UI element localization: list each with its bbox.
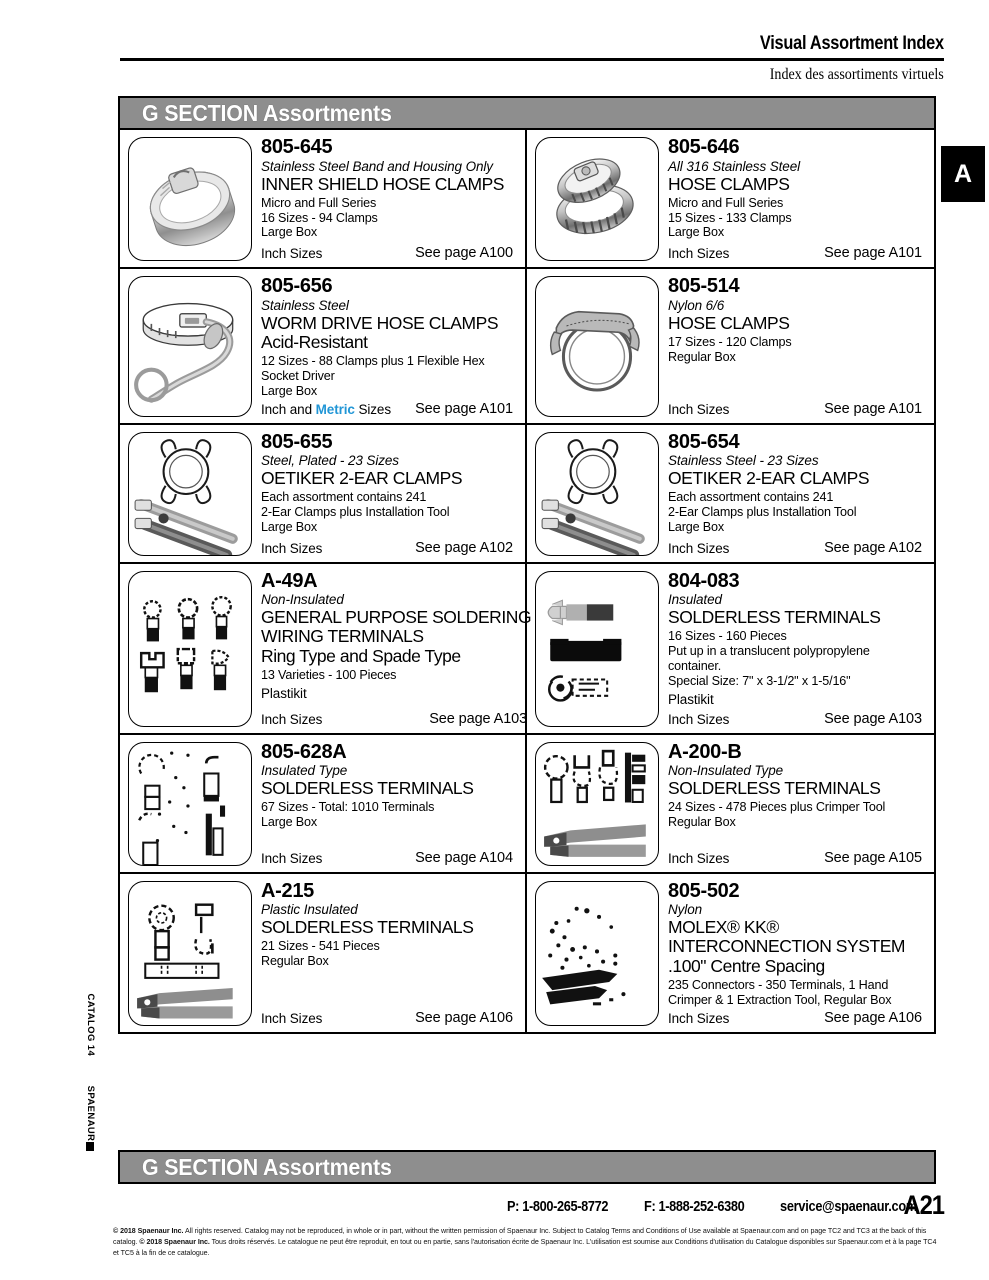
product-detail-line: 16 Sizes - 94 Clamps [261,210,378,225]
product-code: A-49A [261,569,318,592]
product-detail-line: 2-Ear Clamps plus Installation Tool [668,505,857,520]
product-code: 805-628A [261,740,347,763]
see-page-reference[interactable]: See page A101 [824,245,922,261]
soldering-wiring-terminals-grid-thumbnail [128,571,252,727]
section-header-bar [118,96,936,130]
product-code: 805-645 [261,136,333,158]
product-name-line2: INTERCONNECTION SYSTEM [668,936,906,957]
header-rule [120,58,944,61]
product-material: Stainless Steel Band and Housing Only [261,158,493,174]
product-detail-line: Large Box [261,225,318,240]
see-page-reference[interactable]: See page A106 [824,1009,922,1026]
phone-number: P: 1-800-265-8772 [507,1199,609,1215]
product-info [252,881,517,1026]
product-card[interactable] [120,269,527,423]
product-name: SOLDERLESS TERMINALS [668,778,881,799]
product-detail-line: 24 Sizes - 478 Pieces plus Crimper Tool [668,800,886,815]
worm-gear-hose-clamps-pair-thumbnail [535,137,659,261]
legal-disclaimer: © 2018 Spaenaur Inc. All rights reserved. Catalog may not be reproduced, in whole or in part, without the written permission of Spaenaur Inc. Subject to Catalog Terms and Conditions of Use available at Spaenaur.com and on page TC2 and TC3 at the back of this catalog. © 2018 Spaenaur Inc. Tous droits réservés. Le catalogue ne peut être reproduit, en tout ou en partie, sans l'autorisation écrite de Spaenaur Inc. L'utilisation est soumise aux Conditions d'utilisation du Catalogue disponibles sur Spaenaur.com et à la page TC4 et TC5 à la fin de ce catalogue. [113,1227,937,1257]
product-detail-line: Special Size: 7" x 3-1/2" x 1-5/16" [668,673,851,688]
product-detail-line: Large Box [261,383,318,398]
see-page-reference[interactable]: See page A105 [824,849,922,866]
product-detail-line: 17 Sizes - 120 Clamps [668,334,792,349]
product-detail-line: Each assortment contains 241 [261,490,427,505]
product-material: Nylon [668,902,703,918]
see-page-reference[interactable]: See page A101 [824,400,922,417]
product-material: Insulated [668,592,722,608]
product-detail-line: container. [668,659,722,674]
product-info [252,137,517,261]
product-code: 805-655 [261,430,333,453]
section-footer-label: G SECTION Assortments [142,1153,392,1180]
spine-brand-label: SPAENAUR [86,1085,96,1142]
product-code: 805-502 [668,879,740,902]
product-detail-line: Socket Driver [261,368,335,383]
product-row [120,735,934,874]
product-material: All 316 Stainless Steel [668,158,801,174]
plastic-insulated-terminals-with-crimper-thumbnail [128,881,252,1026]
spine [82,995,108,1170]
product-sizes: Inch Sizes [668,246,730,261]
product-detail-line: Large Box [668,225,725,240]
product-card[interactable] [120,564,532,733]
product-name: SOLDERLESS TERMINALS [668,607,881,628]
product-detail-line: Large Box [668,520,725,535]
product-info [659,881,926,1026]
see-page-reference[interactable]: See page A106 [415,1009,513,1026]
inner-shield-hose-clamp-thumbnail [128,137,252,261]
copyright-fr: © 2018 Spaenaur Inc. [139,1237,210,1246]
nylon-hose-clamp-thumbnail [535,276,659,417]
product-material: Insulated Type [261,763,348,779]
product-info [252,276,517,417]
product-detail-line: 2-Ear Clamps plus Installation Tool [261,505,450,520]
product-info [659,571,926,727]
copyright-en: © 2018 Spaenaur Inc. [113,1227,184,1235]
product-row [120,425,934,564]
fax-number: F: 1-888-252-6380 [644,1199,745,1215]
product-code: A-200-B [668,740,742,763]
product-detail-line: 16 Sizes - 160 Pieces [668,629,787,644]
product-name: INNER SHIELD HOSE CLAMPS [261,173,505,194]
product-row [120,130,934,269]
product-card[interactable] [527,425,934,562]
product-name: OETIKER 2-EAR CLAMPS [261,468,463,489]
see-page-reference[interactable]: See page A102 [415,539,513,556]
product-info [252,432,517,556]
product-detail-line: Micro and Full Series [668,195,784,210]
product-detail-line: Large Box [261,815,318,830]
product-detail-line: 13 Varieties - 100 Pieces [261,667,397,682]
page-title: Visual Assortment Index [760,33,944,54]
see-page-reference[interactable]: See page A102 [824,539,922,556]
product-material: Stainless Steel [261,297,349,313]
insulated-spade-terminals-thumbnail [535,571,659,727]
product-code: 805-656 [261,275,333,297]
product-code: 805-646 [668,136,740,158]
product-name: HOSE CLAMPS [668,173,790,194]
product-row [120,269,934,425]
product-info [252,742,517,866]
product-detail-line: Large Box [261,520,318,535]
product-name-line2: Acid-Resistant [261,331,368,352]
product-material: Nylon 6/6 [668,297,725,313]
product-name-line3: .100" Centre Spacing [668,955,825,976]
product-card[interactable] [120,735,527,872]
page-number: A21 [903,1190,944,1220]
product-material: Non-Insulated Type [668,763,784,779]
product-name: SOLDERLESS TERMINALS [261,778,474,799]
oetiker-2-ear-clamp-and-pliers-thumbnail [535,432,659,556]
product-card[interactable] [120,425,527,562]
see-page-reference[interactable]: See page A101 [415,400,513,417]
product-card[interactable] [527,735,934,872]
product-name: HOSE CLAMPS [668,312,790,333]
product-material: Stainless Steel - 23 Sizes [668,453,819,469]
product-sizes: Inch Sizes [261,711,323,727]
product-material: Non-Insulated [261,592,344,608]
product-sizes: Inch Sizes [668,850,730,866]
product-sizes: Inch Sizes [668,540,730,556]
product-detail-line: 15 Sizes - 133 Clamps [668,210,792,225]
see-page-reference[interactable]: See page A103 [824,710,922,727]
product-card[interactable] [527,564,934,733]
product-detail-line: 235 Connectors - 350 Terminals, 1 Hand [668,977,889,992]
product-sizes: Inch Sizes [261,540,323,556]
product-detail-line: 21 Sizes - 541 Pieces [261,939,380,954]
product-sizes: Inch Sizes [668,1010,730,1026]
product-detail-line: Crimper & 1 Extraction Tool, Regular Box [668,992,892,1007]
product-detail-line: Regular Box [668,815,736,830]
product-name-line3: Ring Type and Spade Type [261,645,461,666]
product-detail-line: Regular Box [668,349,736,364]
product-detail-line: 12 Sizes - 88 Clamps plus 1 Flexible Hex [261,354,485,369]
product-code: A-215 [261,879,314,902]
product-sizes: Inch Sizes [668,401,730,417]
product-card[interactable] [527,269,934,423]
product-name: MOLEX® KK® [668,917,779,938]
product-detail-line: Regular Box [261,954,329,969]
see-page-reference[interactable]: See page A103 [429,710,528,727]
product-kit-type: Plastikit [261,685,307,701]
product-row [120,564,934,735]
assortment-table [118,96,936,1034]
email-address[interactable]: service@spaenaur.com [780,1199,918,1215]
product-row [120,874,934,1034]
product-card[interactable] [527,130,934,267]
product-code: 805-514 [668,275,740,297]
product-card[interactable] [120,874,527,1032]
non-insulated-terminals-with-crimper-thumbnail [535,742,659,866]
index-tab-a[interactable]: A [941,146,985,202]
spine-catalog-label: CATALOG 14 [86,993,96,1057]
product-detail-line: Micro and Full Series [261,195,377,210]
product-info [659,432,926,556]
see-page-reference[interactable]: See page A100 [415,245,513,261]
molex-connectors-assortment-thumbnail [535,881,659,1026]
insulated-terminals-assortment-thumbnail [128,742,252,866]
spaenaur-logo-icon [86,1142,94,1151]
product-sizes: Inch Sizes [261,850,323,866]
product-info [659,742,926,866]
product-info [252,571,531,727]
product-name: OETIKER 2-EAR CLAMPS [668,468,870,489]
product-detail-line: Put up in a translucent polypropylene [668,644,870,659]
hose-clamp-with-flex-driver-thumbnail [128,276,252,417]
product-name: WORM DRIVE HOSE CLAMPS [261,312,499,333]
product-sizes: Inch and Metric Sizes [261,401,391,417]
product-sizes: Inch Sizes [668,711,730,727]
product-card[interactable] [527,874,934,1032]
product-info [659,276,926,417]
product-grid [118,130,936,1034]
product-detail-line: Each assortment contains 241 [668,490,834,505]
product-sizes: Inch Sizes [261,246,323,261]
product-code: 805-654 [668,430,740,453]
page-subtitle-french: Index des assortiments virtuels [769,66,944,83]
product-kit-type: Plastikit [668,691,714,707]
product-sizes: Inch Sizes [261,1010,323,1026]
contact-info [118,1199,936,1215]
product-detail-line: 67 Sizes - Total: 1010 Terminals [261,800,435,815]
product-name: SOLDERLESS TERMINALS [261,917,474,938]
section-header-label: G SECTION Assortments [142,99,392,126]
product-material: Steel, Plated - 23 Sizes [261,453,399,469]
product-name-line2: WIRING TERMINALS [261,626,424,647]
see-page-reference[interactable]: See page A104 [415,849,513,866]
product-info [659,137,926,261]
oetiker-2-ear-clamp-and-pliers-thumbnail [128,432,252,556]
section-footer-bar [118,1150,936,1184]
product-name: GENERAL PURPOSE SOLDERING [261,607,532,628]
product-material: Plastic Insulated [261,902,358,918]
product-code: 804-083 [668,569,740,592]
product-card[interactable] [120,130,527,267]
